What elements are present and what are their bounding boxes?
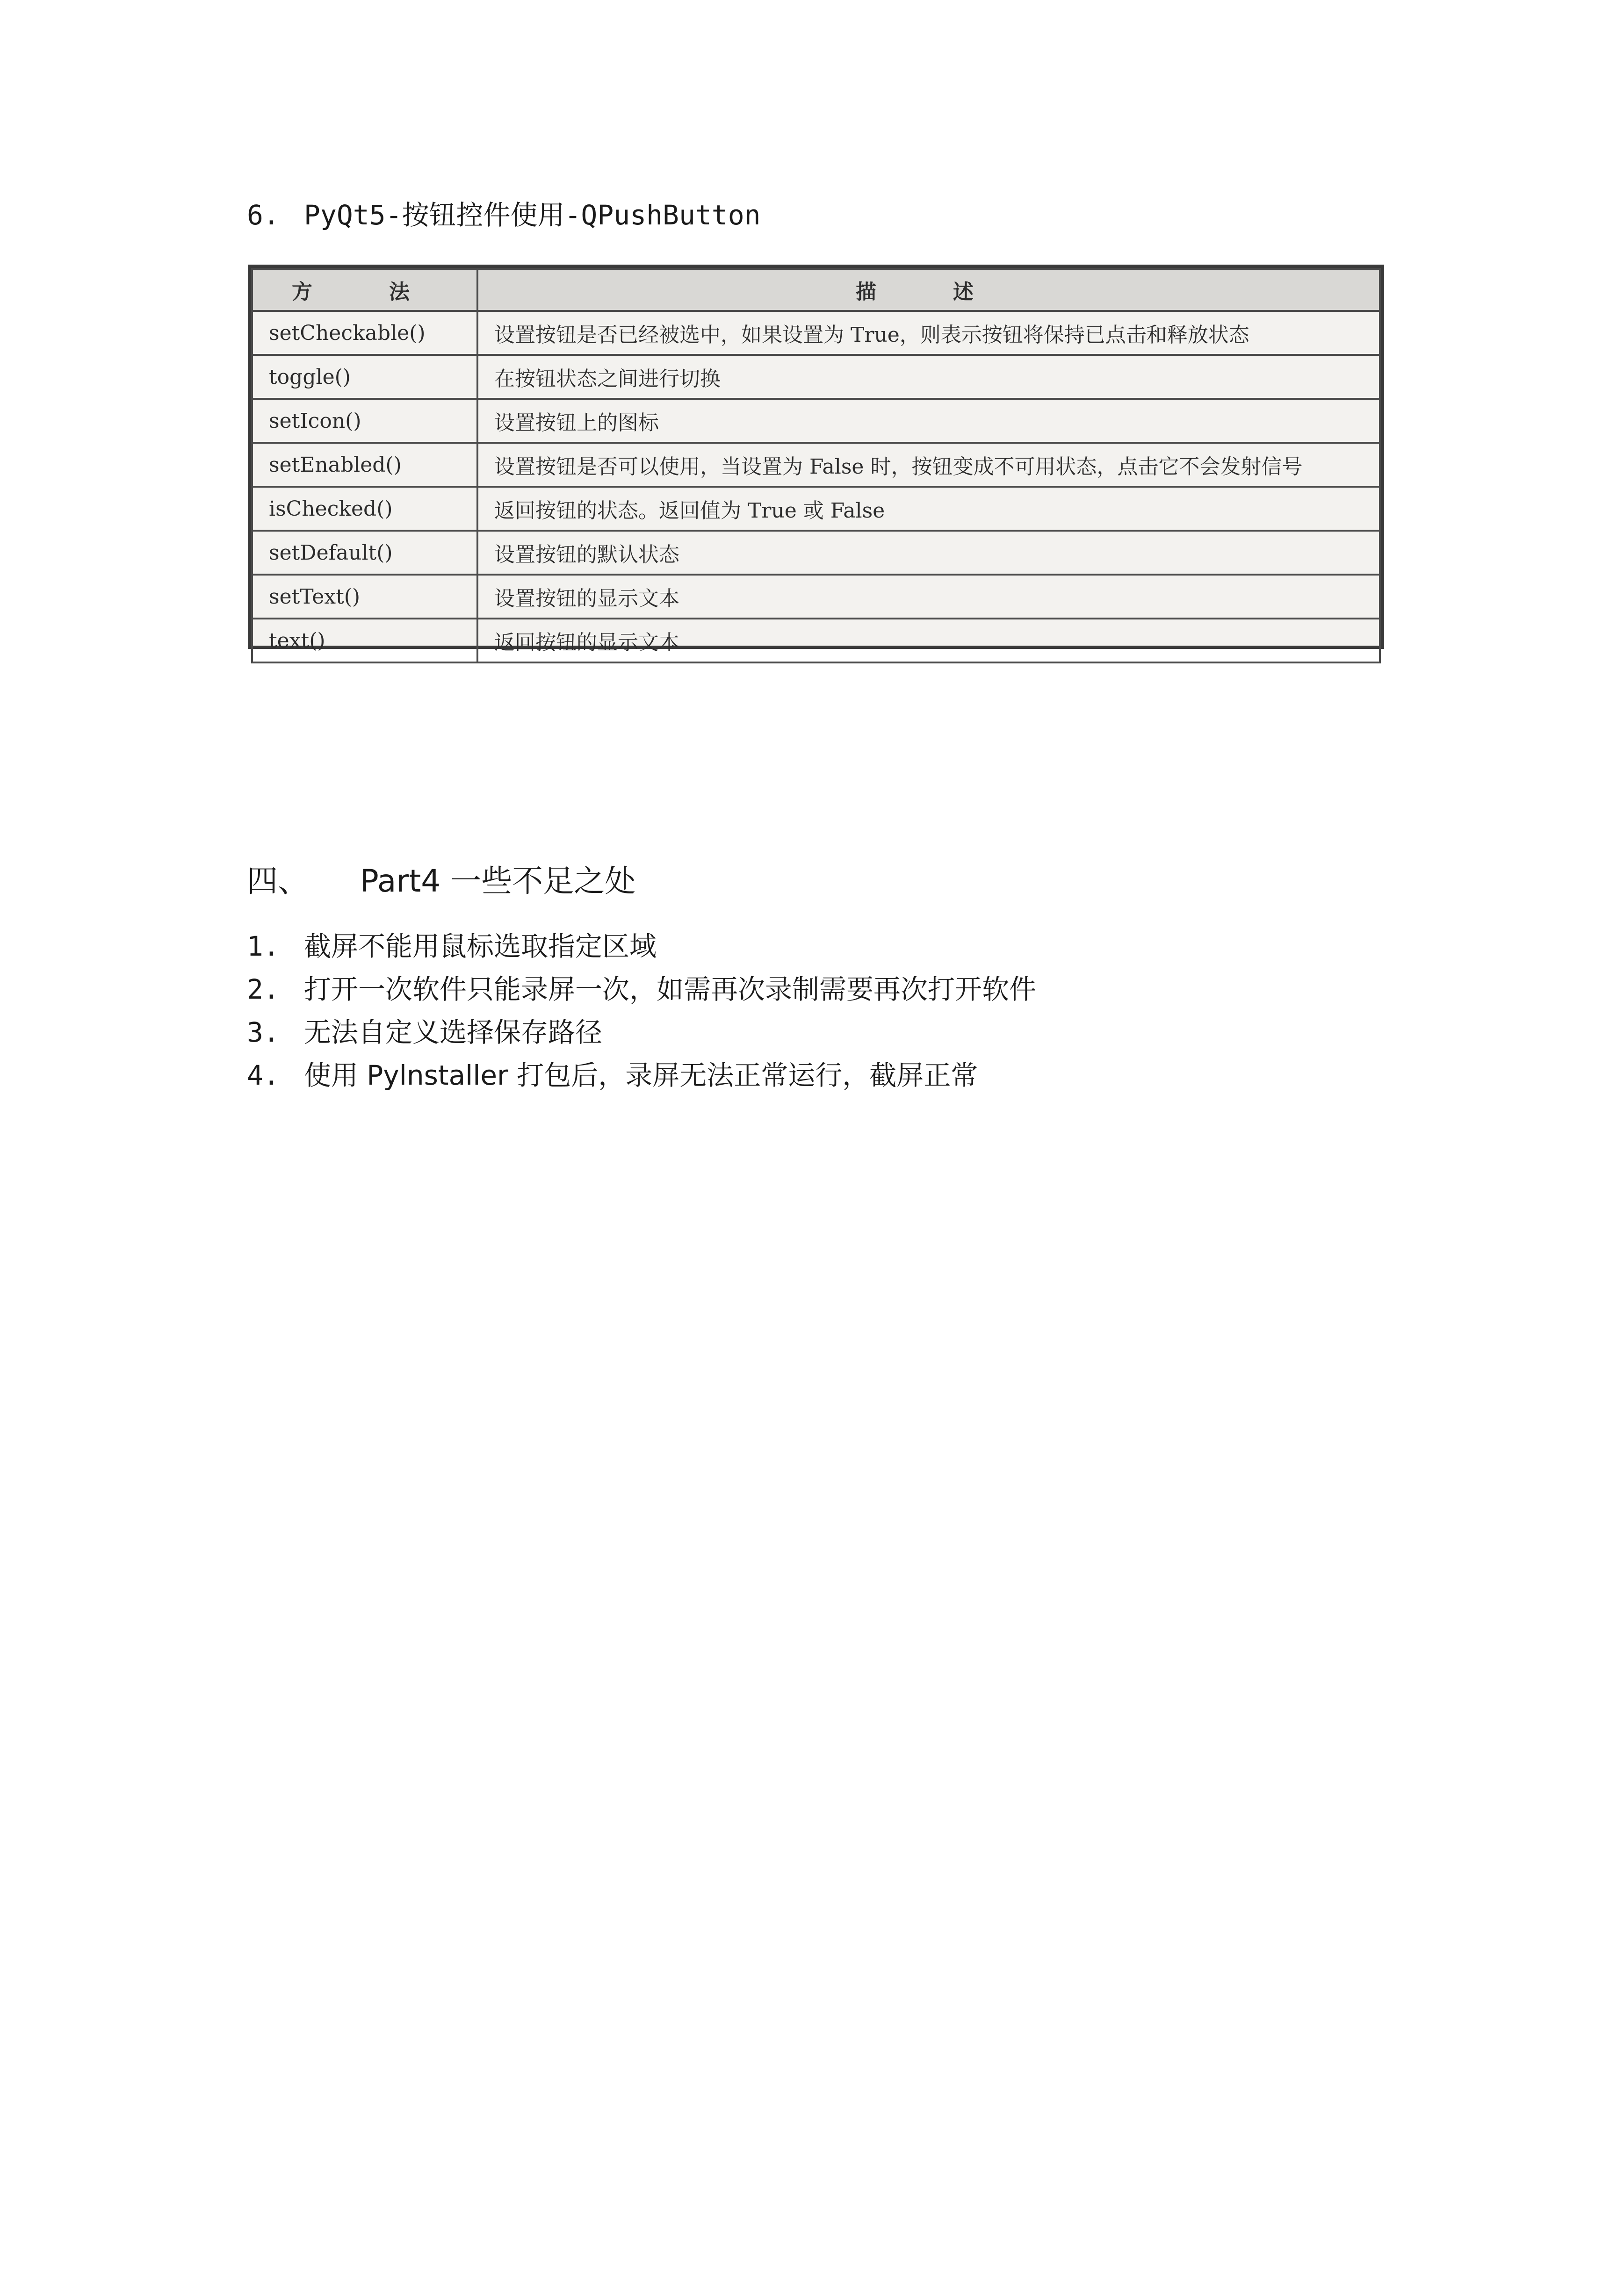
description-cell: 返回按钮的显示文本 — [477, 619, 1380, 662]
methods-table — [251, 268, 1381, 663]
list-item — [247, 1011, 1036, 1054]
table-row — [252, 619, 1380, 662]
list-item-text: 使用 Pylnstaller 打包后，录屏无法正常运行，截屏正常 — [304, 1059, 978, 1091]
table-row — [252, 399, 1380, 443]
section-4-title: Part4 一些不足之处 — [360, 863, 636, 899]
methods-table-image — [248, 265, 1384, 655]
list-item — [247, 1054, 1036, 1097]
table-row — [252, 487, 1380, 531]
list-item-number: 4. — [247, 1059, 280, 1091]
list-item — [247, 968, 1036, 1011]
description-cell: 返回按钮的状态。返回值为 True 或 False — [477, 487, 1380, 531]
table-row — [252, 443, 1380, 487]
item-6-number: 6. — [247, 199, 280, 231]
description-cell: 设置按钮的显示文本 — [477, 575, 1380, 619]
list-item-number: 1. — [247, 930, 280, 962]
list-item-text: 截屏不能用鼠标选取指定区域 — [304, 930, 657, 962]
table-row — [252, 355, 1380, 399]
shortcomings-list — [247, 925, 1036, 1097]
description-cell: 设置按钮是否已经被选中，如果设置为 True，则表示按钮将保持已点击和释放状态 — [477, 311, 1380, 355]
item-6-heading — [247, 196, 761, 234]
description-cell: 设置按钮的默认状态 — [477, 531, 1380, 575]
table-header-row — [252, 269, 1380, 311]
list-item-number: 2. — [247, 973, 280, 1005]
table-row — [252, 531, 1380, 575]
method-cell: setDefault() — [252, 531, 477, 575]
section-4-heading — [247, 860, 635, 902]
method-cell: toggle() — [252, 355, 477, 399]
method-cell: isChecked() — [252, 487, 477, 531]
list-item-text: 打开一次软件只能录屏一次，如需再次录制需要再次打开软件 — [304, 973, 1037, 1005]
method-cell: setEnabled() — [252, 443, 477, 487]
list-item-text: 无法自定义选择保存路径 — [304, 1016, 603, 1048]
section-4-number: 四、 — [247, 863, 309, 899]
description-cell: 在按钮状态之间进行切换 — [477, 355, 1380, 399]
table-row — [252, 311, 1380, 355]
header-method: 方 法 — [252, 269, 477, 311]
description-cell: 设置按钮上的图标 — [477, 399, 1380, 443]
item-6-title: PyQt5-按钮控件使用-QPushButton — [304, 199, 761, 231]
table-row — [252, 575, 1380, 619]
header-description: 描 述 — [477, 269, 1380, 311]
method-cell: setIcon() — [252, 399, 477, 443]
list-item — [247, 925, 1036, 968]
list-item-number: 3. — [247, 1016, 280, 1048]
method-cell: setText() — [252, 575, 477, 619]
method-cell: setCheckable() — [252, 311, 477, 355]
method-cell: text() — [252, 619, 477, 662]
description-cell: 设置按钮是否可以使用，当设置为 False 时，按钮变成不可用状态，点击它不会发射信号 — [477, 443, 1380, 487]
